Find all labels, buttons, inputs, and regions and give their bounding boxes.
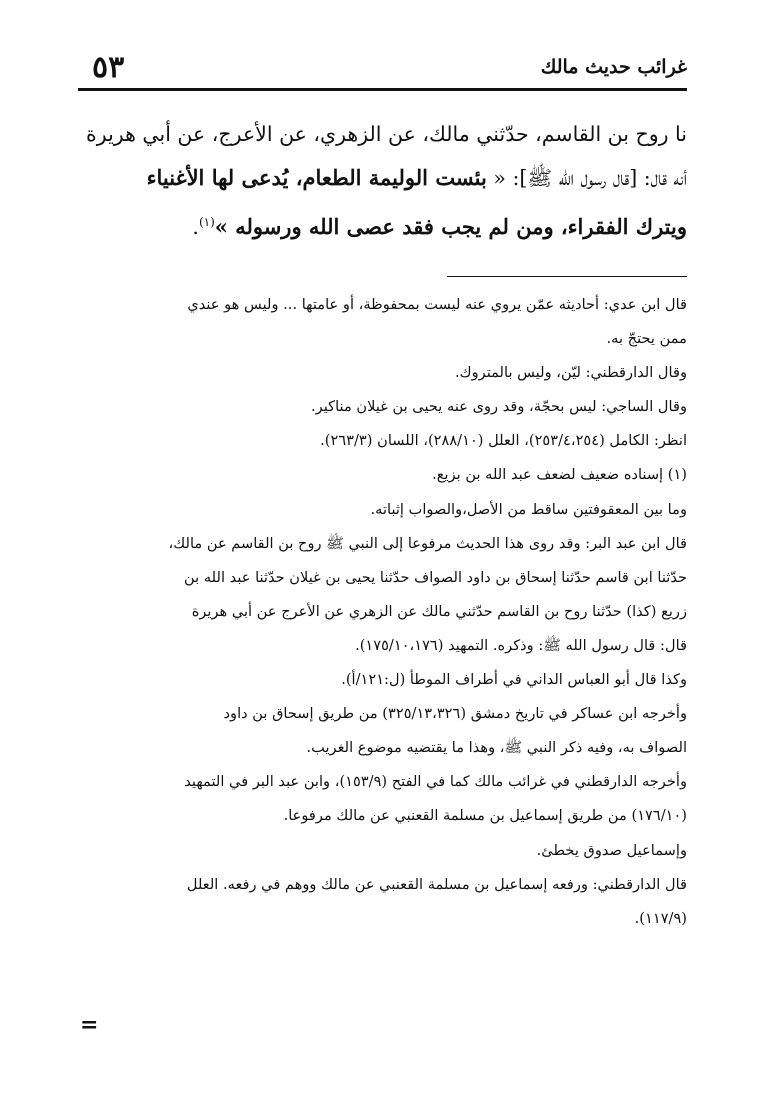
note-line: الصواف به، وفيه ذكر النبي ﷺ، وهذا ما يقتضيه موضوع الغريب. xyxy=(306,739,687,757)
main-line-3-matn: ويترك الفقراء، ومن لم يجب فقد عصى الله ورسوله » xyxy=(214,213,687,239)
note-line: قال: قال رسول الله ﷺ: وذكره. التمهيد (١٧٥/١٠،١٧٦). xyxy=(355,636,687,654)
note-line: وإسماعيل صدوق يخطئ. xyxy=(536,841,687,859)
main-line-2-matn: بئست الوليمة الطعام، يُدعى لها الأغنياء xyxy=(146,165,487,190)
note-line: وأخرجه الدارقطني في غرائب مالك كما في الفتح (١٥٣/٩)، وابن عبد البر في التمهيد xyxy=(184,773,687,791)
note-line: وكذا قال أبو العباس الداني في أطراف الموطأ (ل:١٢١/أ). xyxy=(341,671,687,689)
continuation-mark: = xyxy=(80,1012,99,1038)
note-line: وقال الدارقطني: ليّن، وليس بالمتروك. xyxy=(454,364,687,382)
note-line: وأخرجه ابن عساكر في تاريخ دمشق (٣٢٥/١٣،٣٢٦) من طريق إسحاق بن داود xyxy=(223,705,687,723)
note-line: وما بين المعقوفتين ساقط من الأصل،والصواب إثباته. xyxy=(370,500,687,518)
main-line-1: نا روح بن القاسم، حدّثني مالك، عن الزهري، عن الأعرج، عن أبي هريرة xyxy=(86,122,687,146)
note-line: انظر: الكامل (٢٥٣/٤،٢٥٤)، العلل (٢٨٨/١٠)، اللسان (٢٦٣/٣). xyxy=(320,432,687,450)
note-line: وقال الساجي: ليس بحجّة، وقد روى عنه يحيى بن غيلان مناكير. xyxy=(311,398,687,416)
main-line-2 xyxy=(78,156,687,200)
note-line: ممن يحتجّ به. xyxy=(606,330,687,348)
note-line: (١٧٦/١٠) من طريق إسماعيل بن مسلمة القعنبي عن مالك مرفوعا. xyxy=(283,807,687,825)
footnote-separator xyxy=(447,276,687,277)
footnote-reference: (١) xyxy=(198,215,215,229)
note-line: قال الدارقطني: ورفعه إسماعيل بن مسلمة القعنبي عن مالك ووهم في رفعه. العلل xyxy=(186,875,687,893)
note-line: حدّثنا ابن قاسم حدّثنا إسحاق بن داود الصواف حدّثنا يحيى بن غيلان حدّثنا عبد الله بن xyxy=(184,568,687,586)
note-line: قال ابن عدي: أحاديثه عمّن يروي عنه ليست بمحفوظة، أو عامتها ... وليس هو عندي xyxy=(187,296,687,313)
main-line-3 xyxy=(78,200,687,244)
footnotes xyxy=(78,288,687,936)
main-line-2-intro: أنه قال: [قال رسول الله ﷺ]: « xyxy=(493,166,687,190)
main-hadith-text xyxy=(78,112,687,244)
footnote-1-line: (١) إسناده ضعيف لضعف عبد الله بن بزيع. xyxy=(432,466,687,484)
note-line: زريع (كذا) حدّثنا روح بن القاسم حدّثني مالك عن الزهري عن الأعرج عن أبي هريرة xyxy=(191,602,687,620)
note-line: (١١٧/٩). xyxy=(634,909,687,927)
page-number: ٥٣ xyxy=(92,50,125,85)
page-header xyxy=(78,50,687,91)
main-line-3-end: . xyxy=(192,214,199,239)
running-title: غرائب حديث مالك xyxy=(540,56,687,78)
note-line: قال ابن عبد البر: وقد روى هذا الحديث مرفوعا إلى النبي ﷺ روح بن القاسم عن مالك، xyxy=(168,534,687,552)
